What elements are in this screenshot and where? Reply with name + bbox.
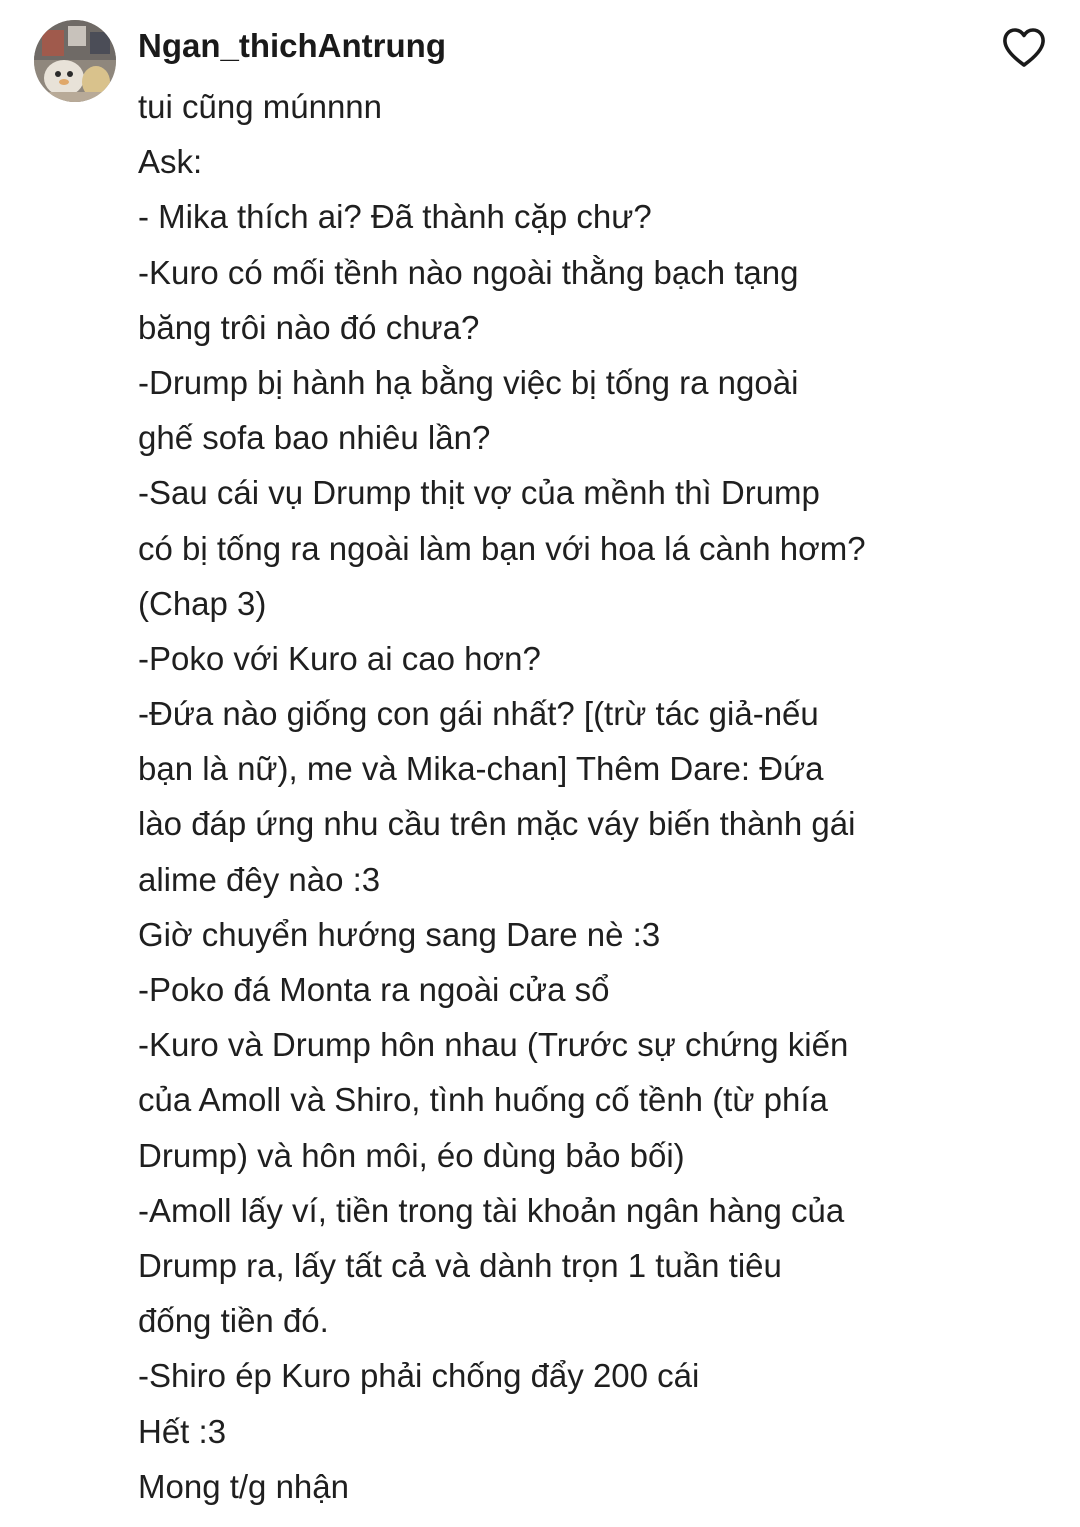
comment-line: lào đáp ứng nhu cầu trên mặc váy biến thành gái [138, 805, 856, 843]
comment-line: -Đứa nào giống con gái nhất? [(trừ tác giả-nếu [138, 695, 819, 733]
comment-line: -Poko với Kuro ai cao hơn? [138, 639, 541, 677]
comment-line: Giờ chuyển hướng sang Dare nè :3 [138, 915, 661, 953]
comment-line: -Shiro ép Kuro phải chống đẩy 200 cái [138, 1357, 700, 1395]
comment-line: alime đêy nào :3 [138, 860, 381, 898]
comment-line: Drump) và hôn môi, éo dùng bảo bối) [138, 1136, 685, 1174]
comment-line: Mong t/g nhận [138, 1467, 349, 1505]
comment-line: ghế sofa bao nhiêu lần? [138, 419, 491, 457]
comment-line: đống tiền đó. [138, 1302, 329, 1340]
comment-body [138, 79, 938, 1514]
comment-line: có bị tống ra ngoài làm bạn với hoa lá cành hơm? [138, 529, 866, 567]
avatar-photo [34, 20, 116, 102]
heart-icon [1000, 24, 1048, 72]
comment-line: bạn là nữ), me và Mika-chan] Thêm Dare: Đứa [138, 750, 824, 788]
comment-line: -Kuro và Drump hôn nhau (Trước sự chứng kiến [138, 1026, 849, 1064]
comment-line: (Chap 3) [138, 584, 267, 622]
avatar[interactable] [34, 20, 116, 102]
like-button[interactable] [1000, 24, 1048, 72]
comment-line: băng trôi nào đó chưa? [138, 308, 480, 346]
username[interactable]: Ngan_thichAntrung [138, 27, 446, 64]
comment-line: của Amoll và Shiro, tình huống cố tềnh (từ phía [138, 1081, 828, 1119]
comment-line: -Poko đá Monta ra ngoài cửa sổ [138, 971, 610, 1008]
comment-line: -Sau cái vụ Drump thịt vợ của mềnh thì Drump [138, 474, 820, 512]
comment-line: Hết :3 [138, 1412, 227, 1450]
comment-line: Drump ra, lấy tất cả và dành trọn 1 tuần tiêu [138, 1246, 782, 1284]
comment-line: -Amoll lấy ví, tiền trong tài khoản ngân hàng của [138, 1191, 845, 1229]
comment-line: Ask: [138, 143, 203, 181]
comment-line: tui cũng múnnnn [138, 88, 383, 125]
comment-line: - Mika thích ai? Đã thành cặp chư? [138, 198, 652, 236]
comment-line: -Drump bị hành hạ bằng việc bị tống ra ngoài [138, 363, 799, 401]
comment-line: -Kuro có mối tềnh nào ngoài thằng bạch tạng [138, 253, 799, 291]
